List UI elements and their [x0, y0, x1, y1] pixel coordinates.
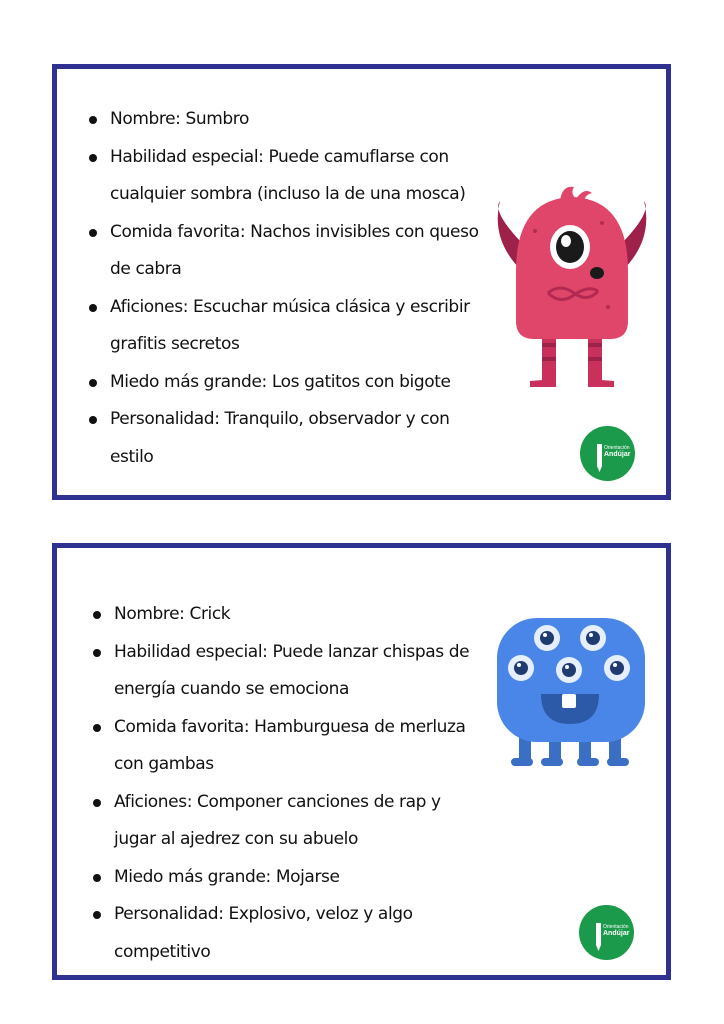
- trait-item-hobbies: Aficiones: Escuchar música clásica y escribir grafitis secretos: [87, 289, 490, 364]
- bullet-icon: [93, 799, 101, 807]
- trait-item-food: Comida favorita: Nachos invisibles con queso de cabra: [87, 214, 490, 289]
- trait-item-hobbies: Aficiones: Componer canciones de rap y jugar al ajedrez con su abuelo: [91, 784, 484, 859]
- pencil-logo-icon: [580, 426, 635, 481]
- bullet-icon: [89, 416, 97, 424]
- bullet-icon: [89, 116, 97, 124]
- svg-text:Orientación: Orientación: [604, 445, 630, 451]
- trait-item-ability: Habilidad especial: Puede camuflarse con cualquier sombra (incluso la de una mosca): [87, 139, 490, 214]
- orientacion-andujar-logo: [579, 905, 634, 960]
- bullet-icon: [93, 649, 101, 657]
- trait-item-name: Nombre: Sumbro: [87, 101, 490, 139]
- pencil-logo-icon: [579, 905, 634, 960]
- orientacion-andujar-logo: [580, 426, 635, 481]
- bullet-icon: [89, 154, 97, 162]
- trait-list: [91, 596, 491, 971]
- bullet-icon: [89, 379, 97, 387]
- one-eyed-red-monster-icon: [490, 181, 654, 391]
- trait-item-fear: Miedo más grande: Los gatitos con bigote: [87, 364, 490, 402]
- bullet-icon: [93, 611, 101, 619]
- monster-card-crick: [52, 543, 671, 980]
- svg-text:Andújar: Andújar: [603, 930, 630, 937]
- trait-item-personality: Personalidad: Tranquilo, observador y con estilo: [87, 401, 490, 476]
- trait-item-name: Nombre: Crick: [91, 596, 484, 634]
- bullet-icon: [93, 911, 101, 919]
- five-eyed-blue-monster-icon: [495, 608, 647, 776]
- trait-item-food: Comida favorita: Hamburguesa de merluza con gambas: [91, 709, 484, 784]
- trait-item-personality: Personalidad: Explosivo, veloz y algo competitivo: [91, 896, 484, 971]
- trait-item-fear: Miedo más grande: Mojarse: [91, 859, 484, 897]
- bullet-icon: [93, 724, 101, 732]
- monster-card-sumbro: [52, 64, 671, 500]
- trait-item-ability: Habilidad especial: Puede lanzar chispas de energía cuando se emociona: [91, 634, 484, 709]
- svg-text:Orientación: Orientación: [603, 924, 629, 930]
- trait-list: [87, 101, 487, 476]
- bullet-icon: [89, 229, 97, 237]
- bullet-icon: [89, 304, 97, 312]
- bullet-icon: [93, 874, 101, 882]
- svg-text:Andújar: Andújar: [604, 451, 631, 458]
